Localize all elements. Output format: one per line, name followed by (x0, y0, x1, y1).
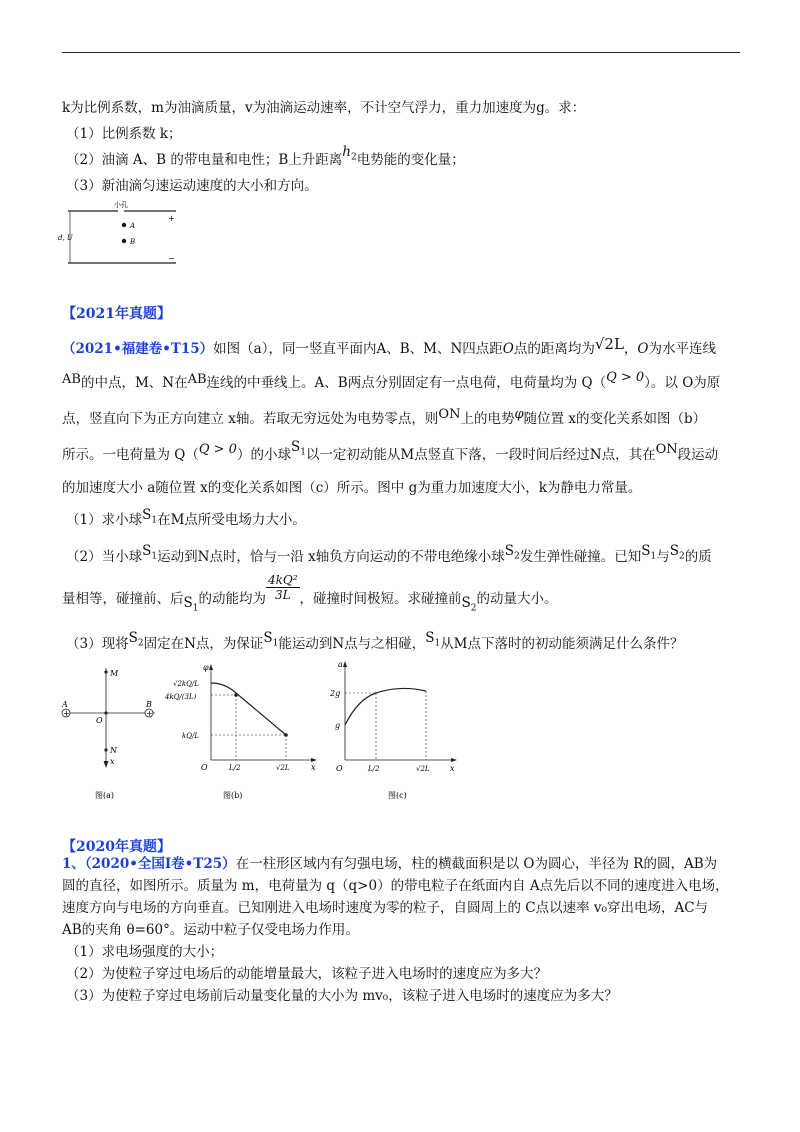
p2-line2: AB的中点，M、N在AB连线的中垂线上。A、B两点分别固定有一点电荷，电荷量均为 Q（Q > 0）。以 O为原 (62, 370, 721, 391)
p2-line3: 点，竖直向下为正方向建立 x轴。若取无穷远处为电势零点，则ON上的电势φ随位置 x的变化关系如图（b） (62, 407, 707, 427)
svg-text:a: a (338, 660, 343, 669)
p3-line4: AB的夹角 θ=60°。运动中粒子仅受电场力作用。 (62, 922, 359, 938)
question-2: （2）油滴 A、B 的带电量和电性；B上升距离$h_2$电势能的变化量； (66, 144, 465, 168)
svg-text:4kQ/(3L): 4kQ/(3L) (165, 693, 197, 701)
svg-text:M: M (110, 669, 119, 678)
text-line: k为比例系数，m为油滴质量，v为油滴运动速率，不计空气浮力，重力加速度为g。求： (62, 100, 586, 116)
svg-text:A: A (130, 222, 136, 230)
section-2020: 【2020年真题】 (62, 839, 171, 855)
svg-text:B: B (146, 700, 152, 709)
section-2021: 【2021年真题】 (62, 306, 171, 322)
svg-text:O: O (96, 716, 103, 725)
svg-text:g: g (335, 721, 341, 730)
svg-text:图(c): 图(c) (388, 791, 407, 800)
p3-line3: 速度方向与电场的方向垂直。已知刚进入电场时速度为零的粒子，自圆周上的 C点以速率 v₀穿出电场，AC与 (62, 900, 709, 916)
svg-text:+: + (168, 214, 175, 223)
svg-text:+: + (146, 709, 153, 718)
p3-question-2: （2）为使粒子穿过电场后的动能增量最大，该粒子进入电场时的速度应为多大？ (66, 966, 548, 982)
question-1: （1）比例系数 k； (66, 126, 182, 142)
p3-line2: 圆的直径，如图所示。质量为 m，电荷量为 q（q>0）的带电粒子在纸面内自 A点先后以不同的速度进入电场， (62, 878, 729, 894)
p2-line1: （2021•福建卷•T15）如图（a），同一竖直平面内A、B、M、N四点距O点的距离均为√2L，O为水平连线 (62, 335, 716, 357)
svg-text:L/2: L/2 (229, 764, 241, 772)
svg-text:A: A (62, 700, 68, 709)
svg-text:√2L: √2L (416, 765, 430, 773)
svg-text:L/2: L/2 (368, 765, 380, 773)
svg-text:d, U: d, U (58, 234, 73, 242)
svg-text:O: O (336, 764, 343, 773)
p2-question-1: （1）求小球$S_1$在M点所受电场力大小。 (66, 507, 306, 528)
p3-question-1: （1）求电场强度的大小； (66, 944, 224, 960)
question-3: （3）新油滴匀速运动速度的大小和方向。 (66, 178, 318, 194)
hole-label: 小孔 (114, 201, 128, 209)
svg-text:√2L: √2L (276, 764, 290, 772)
svg-text:+: + (63, 709, 70, 718)
svg-text:B: B (130, 238, 136, 246)
svg-text:√2kQ/L: √2kQ/L (173, 680, 199, 688)
svg-text:O: O (201, 763, 208, 772)
svg-text:图(b): 图(b) (223, 791, 243, 800)
svg-text:x: x (450, 764, 455, 773)
svg-text:2g: 2g (330, 689, 341, 698)
capacitor-figure (58, 198, 188, 268)
svg-text:图(a): 图(a) (95, 791, 115, 800)
header-rule (62, 52, 740, 53)
p2-question-2-cont: 量相等，碰撞前、后$S_1$的动能均为 $\frac{\text{4kQ²}}{3L}$ ，碰撞时间极短。求碰撞前$S_2$的动量大小。 (62, 573, 558, 614)
svg-text:−: − (168, 254, 175, 263)
p3-question-3: （3）为使粒子穿过电场前后动量变化量的大小为 mv₀，该粒子进入电场时的速度应为多大？ (66, 988, 618, 1004)
p2-line4: 所示。一电荷量为 Q（Q > 0）的小球$S_1$以一定初动能从M点竖直下落，一段时间后经过N点，其在ON段运动 (62, 439, 719, 463)
svg-text:φ: φ (203, 663, 209, 672)
p2-question-2: （2）当小球$S_1$运动到N点时，恰与一沿 x轴负方向运动的不带电绝缘小球$S_2$发生弹性碰撞。已知$S_1$与$S_2$的质 (66, 543, 712, 565)
p3-line1: 1、（2020•全国Ⅰ卷•T25）在一柱形区域内有匀强电场，柱的横截面积是以 O为圆心，半径为 R的圆，AB为 (62, 856, 718, 872)
p2-line5: 的加速度大小 a随位置 x的变化关系如图（c）所示。图中 g为重力加速度大小，k为静电力常量。 (62, 480, 642, 496)
figure-b (165, 660, 325, 805)
svg-text:N: N (110, 746, 117, 755)
svg-text:x: x (110, 757, 115, 766)
figure-c (330, 655, 465, 805)
p2-question-3: （3）现将$S_2$固定在N点，为保证$S_1$能运动到N点与之相碰，$S_1$从M点下落时的初动能须满足什么条件？ (66, 630, 684, 652)
svg-text:kQ/L: kQ/L (182, 732, 199, 740)
svg-text:x: x (311, 763, 316, 772)
figure-a (55, 660, 165, 805)
